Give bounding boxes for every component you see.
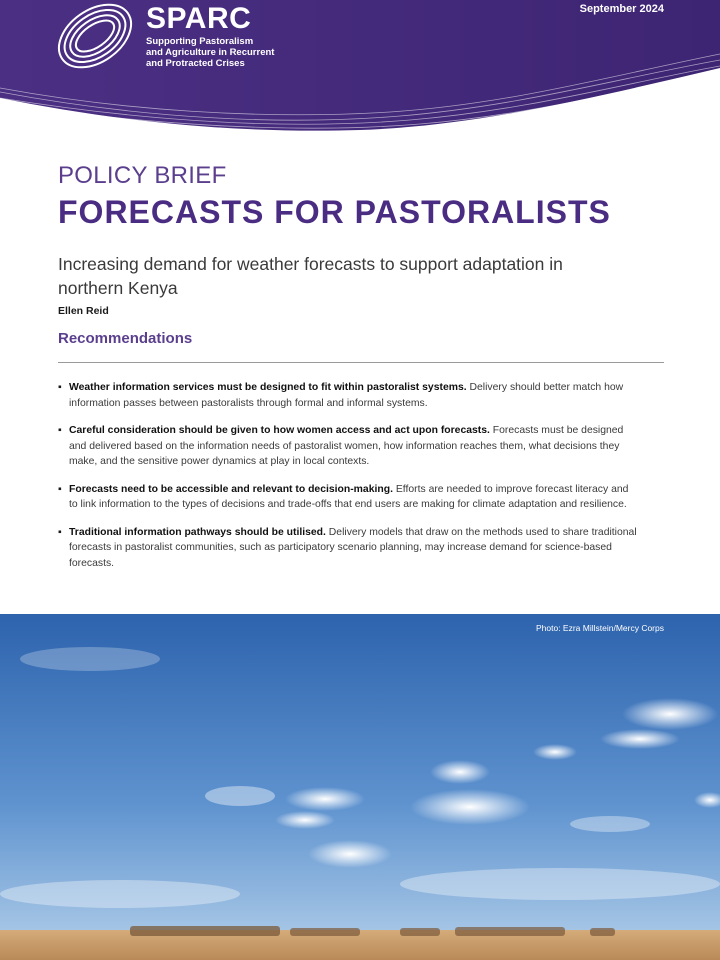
sky-landscape-illustration	[0, 614, 720, 960]
author-name: Ellen Reid	[58, 305, 109, 317]
brand-subtitle-line: and Protracted Crises	[146, 58, 245, 69]
recommendation-lead: Traditional information pathways should be utilised.	[69, 526, 326, 538]
recommendations-list	[58, 380, 638, 583]
recommendation-item	[58, 423, 638, 470]
brand-subtitle-line: and Agriculture in Recurrent	[146, 47, 275, 58]
recommendation-text: Delivery should better match how information passes between pastoralists through formal and informal systems.	[69, 382, 624, 409]
section-divider	[58, 362, 664, 363]
recommendations-heading: Recommendations	[58, 330, 193, 347]
cover-photo	[0, 614, 720, 960]
photo-credit: Photo: Ezra Millstein/Mercy Corps	[535, 623, 664, 633]
recommendation-lead: Careful consideration should be given to how women access and act upon forecasts.	[69, 425, 490, 436]
brand-name: SPARC	[146, 2, 252, 35]
sparc-ring-logo-icon	[50, 0, 140, 76]
bullet-icon: ▪	[58, 382, 62, 393]
bullet-icon: ▪	[58, 483, 62, 495]
page-title: FORECASTS FOR PASTORALISTS	[58, 194, 611, 230]
page-subtitle: Increasing demand for weather forecasts to support adaptation in northern Kenya	[58, 254, 563, 298]
bullet-icon: ▪	[58, 526, 62, 538]
recommendation-item	[58, 380, 638, 411]
recommendation-text: Forecasts must be designed and delivered based on the information needs of pastoralist women, how information reaches them, what decisions they make, and the sensitive power dynamics at play in local contexts.	[69, 425, 624, 467]
recommendation-lead: Forecasts need to be accessible and relevant to decision-making.	[69, 483, 393, 495]
bullet-icon: ▪	[58, 425, 62, 436]
recommendation-text: Delivery models that draw on the methods used to share traditional forecasts in pastoralist communities, such as participatory scenario planning, may increase demand for science-based forecasts.	[69, 526, 637, 569]
brand-subtitle	[146, 36, 326, 69]
recommendation-item	[58, 482, 638, 513]
document-type-label: POLICY BRIEF	[58, 162, 227, 189]
brand-subtitle-line: Supporting Pastoralism	[146, 36, 254, 47]
recommendation-item	[58, 525, 638, 572]
recommendation-text: Efforts are needed to improve forecast literacy and to link information to the types of decisions and trade-offs that end users are making for climate adaptation and resilience.	[69, 483, 629, 510]
header-banner	[0, 0, 720, 140]
recommendation-lead: Weather information services must be designed to fit within pastoralist systems.	[69, 382, 467, 393]
publication-date: September 2024	[579, 3, 664, 15]
